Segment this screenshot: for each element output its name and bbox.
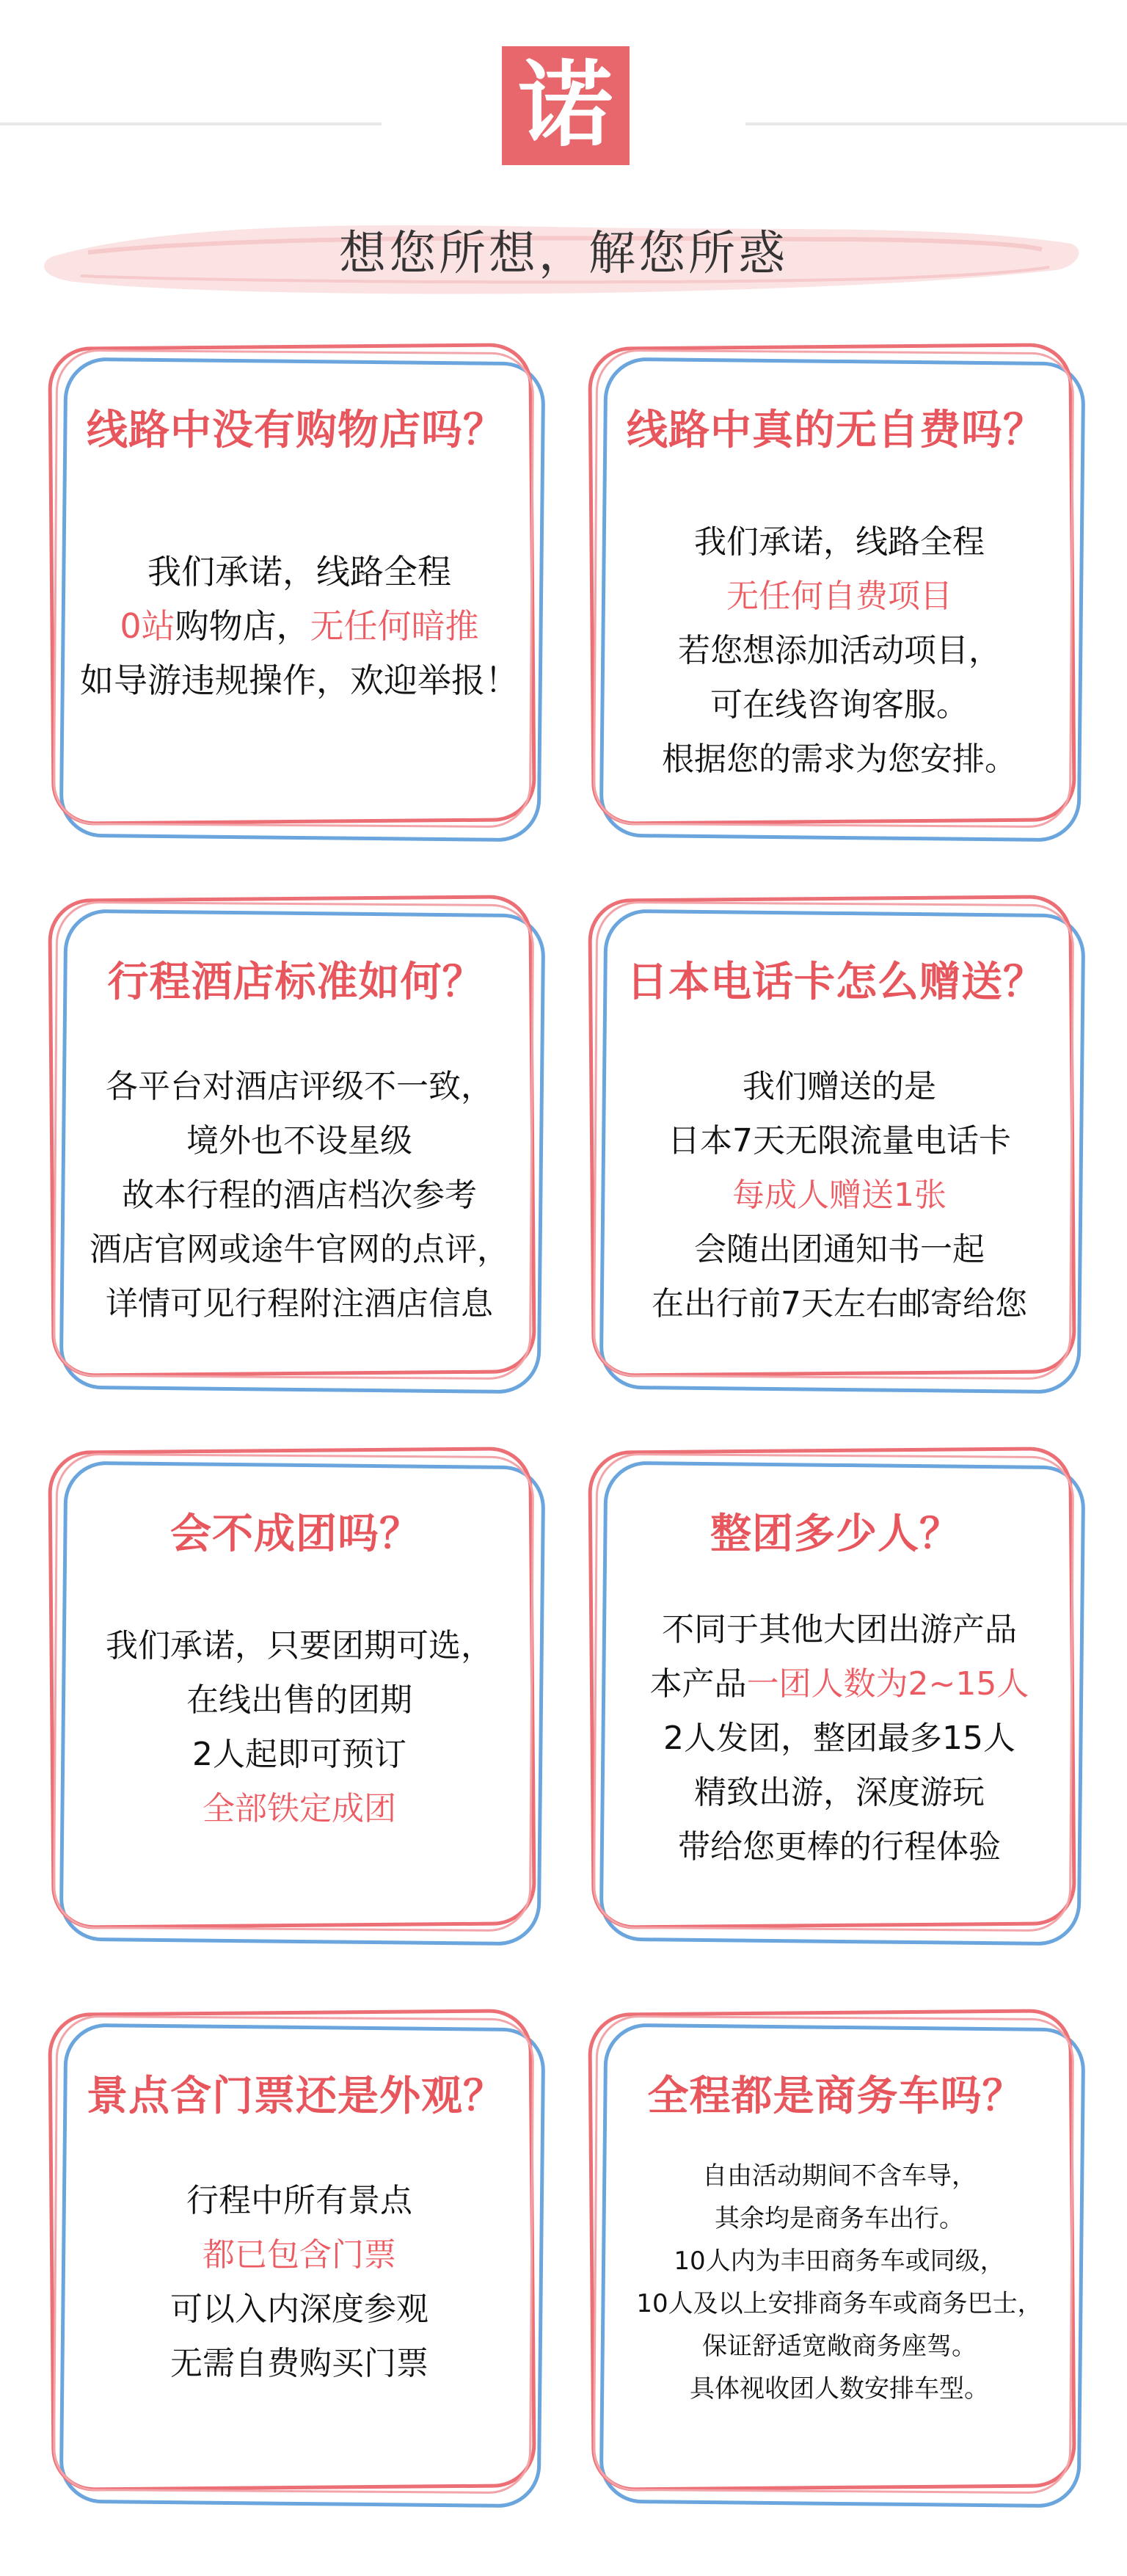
header-divider-left bbox=[0, 123, 382, 125]
answer-line bbox=[590, 2282, 1089, 2325]
faq-answer bbox=[50, 1619, 549, 1836]
faq-card-tickets bbox=[50, 2011, 541, 2503]
answer-text: 可在线咨询客服。 bbox=[710, 686, 969, 724]
answer-text: 故本行程的酒店档次参考 bbox=[122, 1176, 477, 1214]
answer-highlight: 全部铁定成团 bbox=[203, 1790, 396, 1827]
faq-question: 线路中没有购物店吗？ bbox=[87, 407, 505, 454]
answer-highlight: 每成人赠送1张 bbox=[732, 1176, 947, 1214]
answer-text: 本产品 bbox=[649, 1665, 747, 1703]
faq-card-sim-card bbox=[590, 897, 1082, 1389]
answer-line bbox=[50, 599, 549, 653]
answer-line bbox=[590, 1060, 1089, 1114]
faq-card-vehicle bbox=[590, 2011, 1082, 2503]
answer-line bbox=[50, 1619, 549, 1673]
answer-text: 保证舒适宽敞商务座驾。 bbox=[702, 2332, 977, 2361]
answer-text: 带给您更棒的行程体验 bbox=[678, 1828, 1001, 1866]
answer-line bbox=[50, 653, 549, 707]
answer-text: 自由活动期间不含车导， bbox=[702, 2161, 977, 2191]
answer-line bbox=[50, 1673, 549, 1728]
answer-text: 2人起即可预订 bbox=[192, 1736, 406, 1773]
faq-question: 景点含门票还是外观？ bbox=[87, 2073, 505, 2120]
answer-line bbox=[590, 1657, 1089, 1711]
answer-line bbox=[590, 1711, 1089, 1766]
faq-question: 全程都是商务车吗？ bbox=[647, 2073, 1024, 2120]
answer-line bbox=[50, 1728, 549, 1782]
promise-seal: 诺 bbox=[502, 46, 630, 165]
faq-card-shopping bbox=[50, 345, 541, 837]
header-divider-right bbox=[745, 123, 1127, 125]
answer-line bbox=[590, 570, 1089, 624]
faq-question: 线路中真的无自费吗？ bbox=[627, 407, 1045, 454]
answer-text: 我们承诺，只要团期可选， bbox=[106, 1627, 493, 1664]
answer-line bbox=[590, 1766, 1089, 1820]
faq-card-group-size bbox=[590, 1449, 1082, 1940]
answer-line bbox=[590, 2155, 1089, 2197]
answer-highlight: 无任何暗推 bbox=[310, 606, 479, 646]
page-tagline: 想您所想，解您所惑 bbox=[339, 227, 788, 281]
answer-line bbox=[50, 2282, 549, 2337]
answer-line bbox=[50, 1060, 549, 1114]
answer-line bbox=[50, 2174, 549, 2228]
answer-line bbox=[590, 2325, 1089, 2368]
answer-text: 酒店官网或途牛官网的点评， bbox=[90, 1231, 509, 1268]
answer-text: 在出行前7天左右邮寄给您 bbox=[652, 1285, 1027, 1322]
answer-text: 我们赠送的是 bbox=[743, 1068, 936, 1105]
faq-card-group-guarantee bbox=[50, 1449, 541, 1940]
answer-text: 日本7天无限流量电话卡 bbox=[668, 1122, 1011, 1160]
answer-text: 10人内为丰田商务车或同级， bbox=[674, 2246, 1005, 2276]
answer-text: 行程中所有景点 bbox=[186, 2182, 412, 2219]
answer-text: 购物店， bbox=[175, 606, 310, 646]
answer-highlight: 一团人数为2~15人 bbox=[746, 1665, 1029, 1703]
faq-answer bbox=[590, 1603, 1089, 1874]
answer-text: 无需自费购买门票 bbox=[170, 2345, 428, 2382]
faq-answer bbox=[50, 1060, 549, 1331]
faq-answer bbox=[50, 2174, 549, 2391]
answer-text: 在线出售的团期 bbox=[186, 1681, 412, 1719]
answer-line bbox=[50, 2228, 549, 2282]
answer-line bbox=[50, 1168, 549, 1223]
answer-line bbox=[590, 2197, 1089, 2240]
faq-answer bbox=[590, 1060, 1089, 1331]
faq-question: 整团多少人？ bbox=[710, 1510, 961, 1558]
answer-text: 各平台对酒店评级不一致， bbox=[106, 1068, 493, 1105]
answer-line bbox=[50, 545, 549, 599]
faq-card-hotel bbox=[50, 897, 541, 1389]
answer-text: 可以入内深度参观 bbox=[170, 2291, 428, 2328]
answer-text: 若您想添加活动项目， bbox=[678, 632, 1001, 669]
answer-line bbox=[590, 678, 1089, 732]
answer-text: 不同于其他大团出游产品 bbox=[662, 1611, 1017, 1648]
answer-line bbox=[590, 1114, 1089, 1168]
faq-question: 会不成团吗？ bbox=[170, 1510, 421, 1558]
answer-text: 境外也不设星级 bbox=[186, 1122, 412, 1160]
answer-line bbox=[50, 2337, 549, 2391]
answer-line bbox=[590, 1277, 1089, 1331]
answer-line bbox=[590, 624, 1089, 678]
faq-question: 日本电话卡怎么赠送？ bbox=[627, 958, 1045, 1006]
answer-text: 具体视收团人数安排车型。 bbox=[690, 2374, 989, 2404]
answer-text: 如导游违规操作，欢迎举报！ bbox=[80, 661, 519, 700]
faq-question: 行程酒店标准如何？ bbox=[107, 958, 484, 1006]
faq-answer bbox=[590, 515, 1089, 787]
answer-line bbox=[590, 1168, 1089, 1223]
answer-highlight: 都已包含门票 bbox=[203, 2236, 396, 2274]
answer-line bbox=[590, 1603, 1089, 1657]
answer-text: 精致出游，深度游玩 bbox=[694, 1774, 985, 1811]
answer-line bbox=[590, 2240, 1089, 2282]
answer-line bbox=[50, 1114, 549, 1168]
answer-line bbox=[590, 1820, 1089, 1874]
answer-text: 详情可见行程附注酒店信息 bbox=[106, 1285, 493, 1322]
answer-text: 10人及以上安排商务车或商务巴士， bbox=[636, 2289, 1043, 2318]
answer-text: 我们承诺，线路全程 bbox=[147, 552, 451, 592]
answer-line bbox=[50, 1277, 549, 1331]
answer-text: 我们承诺，线路全程 bbox=[694, 523, 985, 561]
answer-highlight: 0站 bbox=[120, 606, 175, 646]
answer-line bbox=[50, 1782, 549, 1836]
answer-line bbox=[590, 1223, 1089, 1277]
answer-text: 2人发团，整团最多15人 bbox=[663, 1720, 1015, 1757]
answer-line bbox=[590, 515, 1089, 570]
faq-card-self-pay bbox=[590, 345, 1082, 837]
answer-text: 根据您的需求为您安排。 bbox=[662, 741, 1017, 778]
answer-text: 会随出团通知书一起 bbox=[694, 1231, 985, 1268]
answer-line bbox=[590, 2368, 1089, 2410]
answer-highlight: 无任何自费项目 bbox=[726, 578, 952, 615]
faq-answer bbox=[50, 545, 549, 707]
answer-text: 其余均是商务车出行。 bbox=[715, 2204, 964, 2233]
answer-line bbox=[590, 732, 1089, 787]
faq-answer bbox=[590, 2155, 1089, 2410]
answer-line bbox=[50, 1223, 549, 1277]
